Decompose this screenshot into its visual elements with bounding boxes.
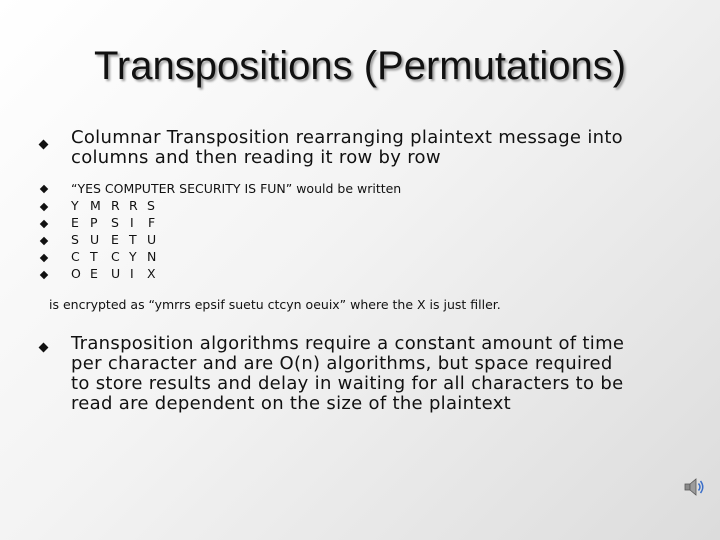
grid-row	[71, 231, 181, 248]
grid-cell: E	[90, 266, 98, 281]
grid-cell: U	[147, 232, 157, 247]
grid-cell: U	[90, 232, 100, 247]
grid-cell: F	[148, 215, 156, 230]
grid-cell: C	[71, 249, 80, 264]
encrypted-result-text: is encrypted as “ymrrs epsif suetu ctcyn oeuix” where the X is just filler.	[49, 297, 501, 312]
grid-cell: M	[90, 198, 101, 213]
grid-cell: O	[71, 266, 81, 281]
grid-cell: T	[90, 249, 98, 264]
bullet-algorithms-line1: Transposition algorithms require a constant amount of time	[71, 333, 625, 354]
grid-cell: E	[111, 232, 119, 247]
diamond-bullet-icon	[40, 203, 48, 211]
grid-row	[71, 214, 181, 231]
grid-cell: I	[130, 215, 134, 230]
grid-cell: Y	[71, 198, 79, 213]
grid-cell: R	[129, 198, 138, 213]
grid-row	[71, 197, 181, 214]
grid-cell: T	[129, 232, 137, 247]
grid-cell: Y	[129, 249, 137, 264]
bullet-columnar-line2: columns and then reading it row by row	[71, 147, 441, 168]
grid-cell: X	[147, 266, 156, 281]
diamond-bullet-icon	[40, 220, 48, 228]
example-intro-text: “YES COMPUTER SECURITY IS FUN” would be written	[71, 181, 402, 196]
diamond-bullet-icon	[39, 140, 49, 150]
diamond-bullet-icon	[40, 254, 48, 262]
grid-cell: R	[111, 198, 120, 213]
grid-cell: S	[111, 215, 119, 230]
diamond-bullet-icon	[40, 185, 48, 193]
diamond-bullet-icon	[39, 343, 49, 353]
grid-cell: C	[111, 249, 120, 264]
bullet-algorithms-line4: read are dependent on the size of the plaintext	[71, 393, 512, 414]
diamond-bullet-icon	[40, 271, 48, 279]
bullet-algorithms-line2: per character and are O(n) algorithms, but space required	[71, 353, 613, 374]
grid-cell: P	[90, 215, 98, 230]
grid-cell: S	[147, 198, 155, 213]
grid-cell: E	[71, 215, 79, 230]
speaker-icon[interactable]	[682, 475, 706, 499]
bullet-columnar-line1: Columnar Transposition rearranging plaintext message into	[71, 127, 623, 148]
slide-title: Transpositions (Permutations)	[93, 44, 627, 88]
grid-cell: U	[111, 266, 121, 281]
grid-cell: I	[130, 266, 134, 281]
grid-cell: S	[71, 232, 79, 247]
grid-row	[71, 248, 181, 265]
grid-row	[71, 265, 181, 282]
grid-cell: N	[147, 249, 157, 264]
bullet-algorithms-line3: to store results and delay in waiting for all characters to be	[71, 373, 624, 394]
diamond-bullet-icon	[40, 237, 48, 245]
